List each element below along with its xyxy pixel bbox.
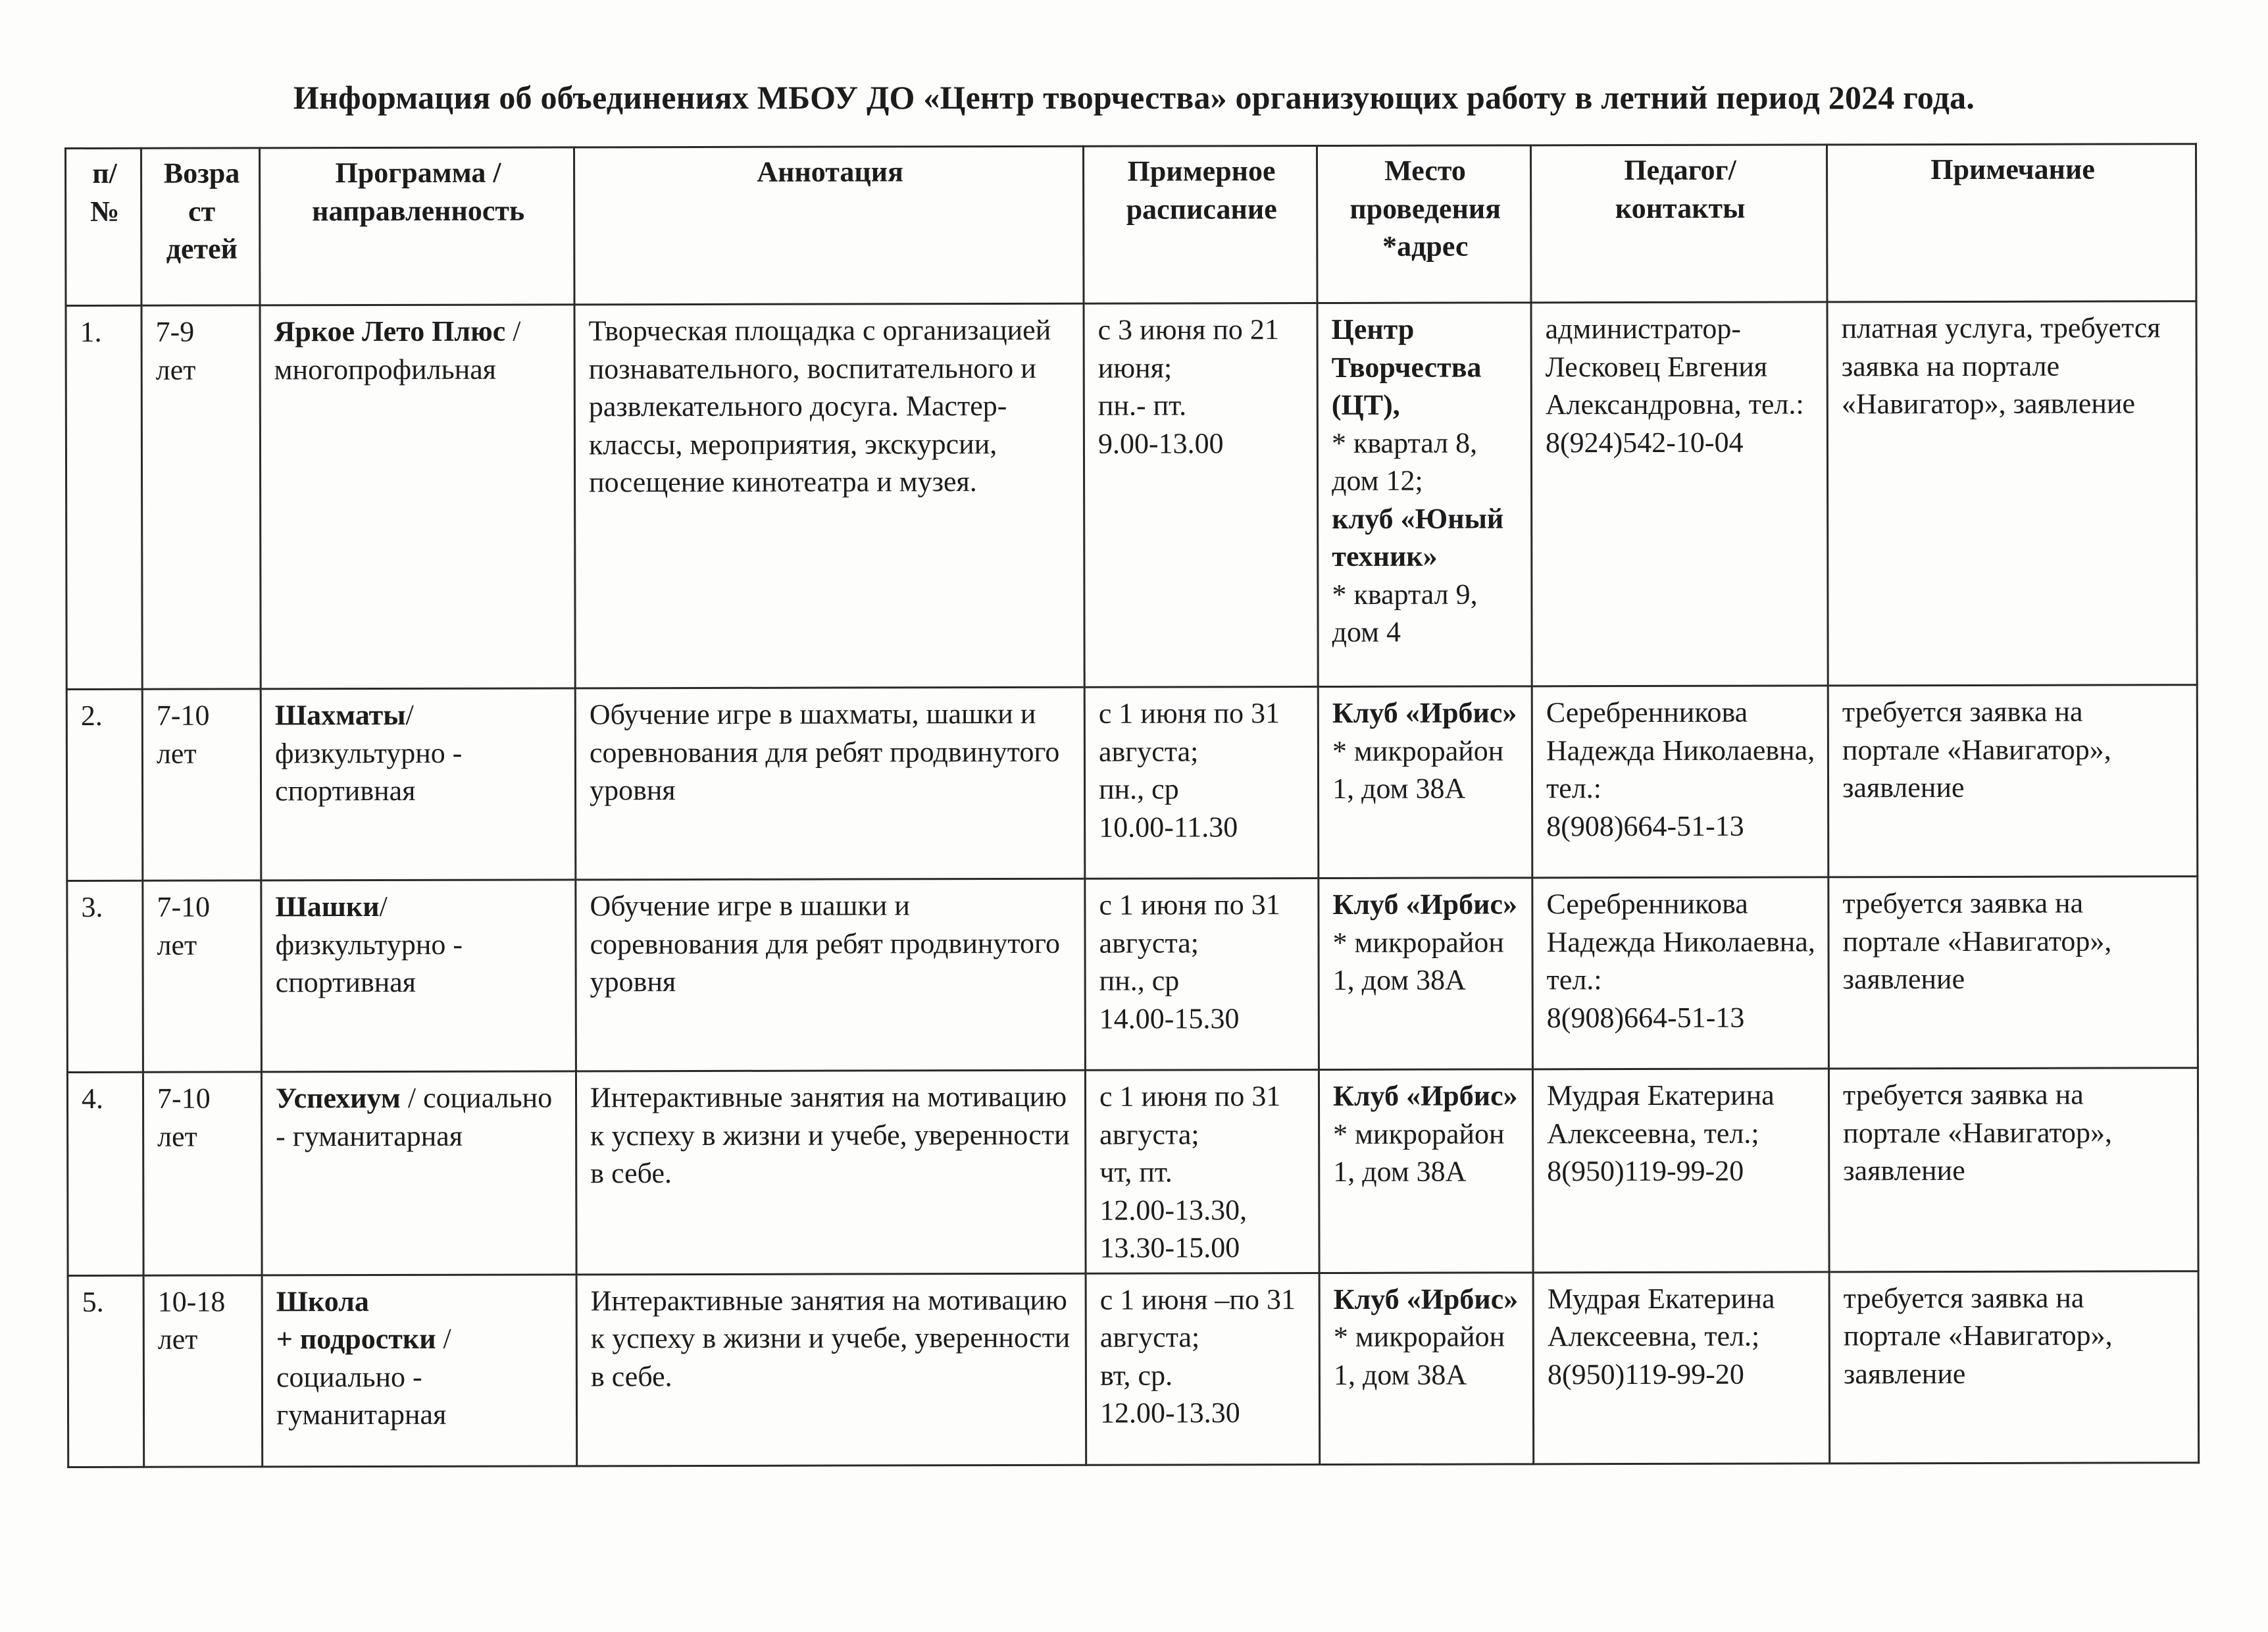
- place-name: клуб «Юный техник»: [1332, 501, 1504, 573]
- place-address: * квартал 8, дом 12;: [1331, 426, 1478, 497]
- header-schedule: Примерное расписание: [1083, 146, 1317, 304]
- row-schedule: с 1 июня по 31 августа; пн., ср 10.00-11.30: [1084, 687, 1319, 879]
- programs-table: [64, 143, 2200, 1467]
- row-teacher: Серебренникова Надежда Николаевна, тел.: 8(908)664-51-13: [1532, 686, 1828, 878]
- row-note: требуется заявка на портале «Навигатор», заявление: [1828, 685, 2198, 877]
- place-name: Клуб «Ирбис»: [1332, 1079, 1518, 1112]
- row-program: [261, 1071, 576, 1275]
- place-address: * микрорайон 1, дом 38А: [1332, 734, 1504, 805]
- header-num: п/ №: [66, 148, 142, 305]
- row-number: 2.: [66, 689, 143, 880]
- row-teacher: Серебренникова Надежда Николаевна, тел.: 8(908)664-51-13: [1532, 877, 1829, 1069]
- program-direction: / социально - гуманитарная: [276, 1081, 553, 1152]
- row-age: 7-10 лет: [143, 1072, 262, 1275]
- table-row: [67, 877, 2198, 1073]
- header-program: Программа / направленность: [260, 147, 574, 305]
- place-address: * квартал 9, дом 4: [1332, 578, 1478, 648]
- table-row: [68, 1271, 2199, 1467]
- row-teacher: Мудрая Екатерина Алексеевна, тел.; 8(950)119-99-20: [1532, 1069, 1829, 1272]
- row-program: [262, 1274, 577, 1466]
- program-name: Яркое Лето Плюс: [274, 315, 506, 348]
- row-note: платная услуга, требуется заявка на портале «Навигатор», заявление: [1827, 301, 2197, 686]
- row-place: [1317, 303, 1532, 687]
- place-name: Центр Творчества (ЦТ),: [1331, 313, 1482, 421]
- program-direction: / физкультурно - спортивная: [275, 890, 463, 999]
- program-direction: / социально - гуманитарная: [276, 1322, 451, 1431]
- row-number: 1.: [66, 305, 142, 689]
- place-name: Клуб «Ирбис»: [1333, 1282, 1519, 1315]
- row-schedule: с 1 июня по 31 августа; пн., ср 14.00-15.30: [1085, 879, 1319, 1071]
- row-note: требуется заявка на портале «Навигатор», заявление: [1829, 1271, 2199, 1463]
- row-annotation: Творческая площадка с организацией познавательного, воспитательного и развлекательного досуга. Мастер-классы, мероприятия, экскурсии, посещение кинотеатра и музея.: [574, 303, 1084, 688]
- document-title: Информация об объединениях МБОУ ДО «Центр творчества» организующих работу в летний период 2024 года.: [293, 79, 1975, 116]
- row-schedule: с 1 июня –по 31 августа; вт, ср. 12.00-13.30: [1086, 1273, 1320, 1465]
- row-schedule: с 3 июня по 21 июня; пн.- пт. 9.00-13.00: [1084, 303, 1318, 688]
- program-name: Шашки: [275, 890, 380, 923]
- row-annotation: Обучение игре в шашки и соревнования для ребят продвинутого уровня: [576, 879, 1086, 1071]
- row-place: [1319, 1069, 1533, 1273]
- header-age: Возра ст детей: [141, 148, 261, 305]
- row-schedule: с 1 июня по 31 августа; чт, пт. 12.00-13.30, 13.30-15.00: [1085, 1070, 1319, 1273]
- row-program: [261, 880, 576, 1072]
- program-direction: / физкультурно - спортивная: [274, 698, 463, 807]
- place-address: * микрорайон 1, дом 38А: [1332, 925, 1504, 996]
- row-annotation: Интерактивные занятия на мотивацию к успеху в жизни и учебе, уверенности в себе.: [576, 1273, 1086, 1466]
- program-name: Школа + подростки: [276, 1285, 436, 1356]
- row-note: требуется заявка на портале «Навигатор», заявление: [1828, 1068, 2198, 1272]
- row-age: 10-18 лет: [143, 1275, 263, 1466]
- header-note: Примечание: [1827, 144, 2196, 302]
- place-address: * микрорайон 1, дом 38А: [1333, 1320, 1505, 1391]
- header-annotation: Аннотация: [574, 146, 1084, 305]
- row-annotation: Обучение игре в шахматы, шашки и соревнования для ребят продвинутого уровня: [575, 687, 1085, 880]
- row-note: требуется заявка на портале «Навигатор», заявление: [1828, 877, 2198, 1069]
- program-name: Успехиум: [275, 1081, 401, 1115]
- row-number: 5.: [68, 1275, 144, 1467]
- table-row: [66, 301, 2197, 690]
- row-program: [261, 688, 576, 880]
- row-place: [1319, 1272, 1534, 1464]
- row-place: [1318, 686, 1532, 879]
- program-direction: / многопрофильная: [274, 315, 521, 386]
- row-place: [1319, 878, 1533, 1070]
- row-teacher: администратор-Лесковец Евгения Александровна, тел.: 8(924)542-10-04: [1531, 302, 1828, 686]
- place-name: Клуб «Ирбис»: [1332, 696, 1517, 729]
- table-row: [67, 1068, 2198, 1275]
- row-program: [260, 305, 575, 689]
- row-number: 4.: [67, 1072, 143, 1275]
- row-age: 7-10 лет: [142, 689, 261, 880]
- header-teacher: Педагог/ контакты: [1530, 145, 1827, 303]
- row-teacher: Мудрая Екатерина Алексеевна, тел.; 8(950)119-99-20: [1533, 1271, 1830, 1464]
- place-address: * микрорайон 1, дом 38А: [1333, 1117, 1505, 1188]
- row-age: 7-10 лет: [143, 880, 262, 1072]
- row-number: 3.: [67, 880, 143, 1072]
- header-place: Место проведения *адрес: [1317, 145, 1530, 303]
- row-age: 7-9 лет: [141, 305, 261, 689]
- place-name: Клуб «Ирбис»: [1332, 888, 1518, 921]
- program-name: Шахматы: [274, 698, 406, 732]
- table-row: [66, 685, 2198, 881]
- row-annotation: Интерактивные занятия на мотивацию к успеху в жизни и учебе, уверенности в себе.: [576, 1070, 1086, 1274]
- table-header-row: [66, 144, 2196, 306]
